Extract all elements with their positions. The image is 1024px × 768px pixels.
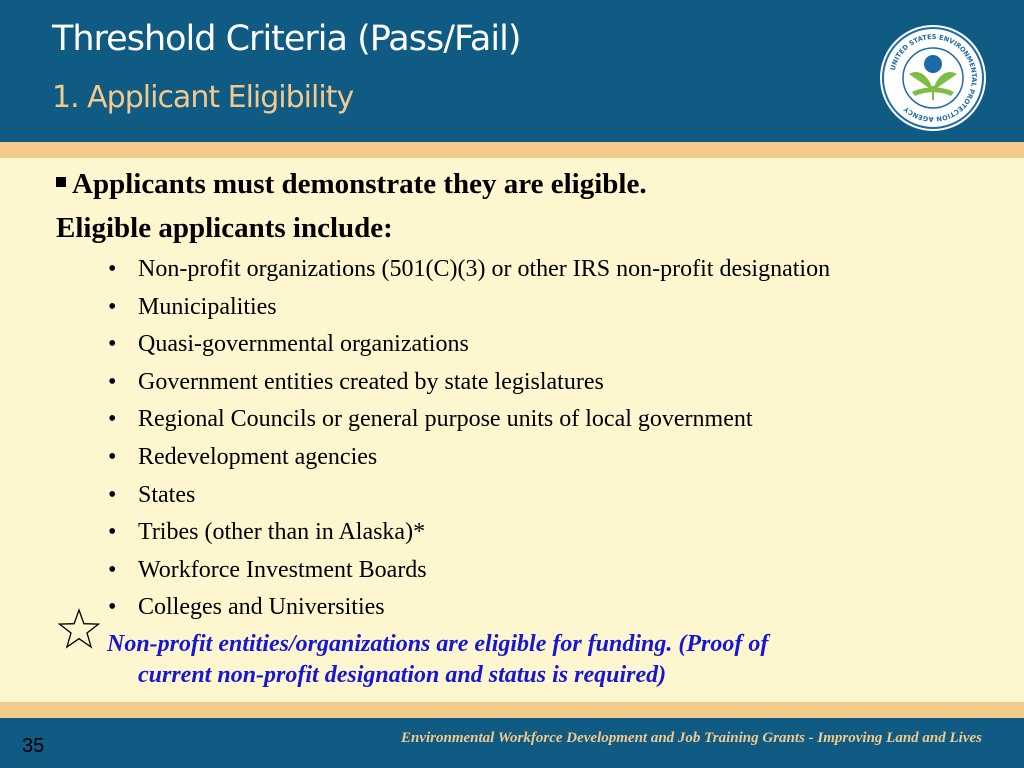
- bullet-dot-icon: •: [108, 594, 117, 621]
- bullet-dot-icon: •: [108, 556, 117, 583]
- eligible-list: [108, 252, 830, 628]
- bullet-dot-icon: •: [108, 331, 117, 358]
- list-item-text: Municipalities: [138, 293, 277, 320]
- page-number: 35: [22, 735, 45, 757]
- square-bullet-icon: [56, 177, 66, 187]
- bullet-dot-icon: •: [108, 443, 117, 470]
- list-item-text: Colleges and Universities: [138, 594, 385, 621]
- main-bullet: [56, 168, 647, 201]
- footer-stripe: [0, 702, 1024, 718]
- list-item-text: Regional Councils or general purpose units of local government: [138, 406, 753, 433]
- bullet-dot-icon: •: [108, 368, 117, 395]
- list-item-text: Redevelopment agencies: [138, 443, 378, 470]
- list-item: [108, 515, 830, 553]
- logo-text: UNITED STATES ENVIRONMENTAL PROTECTION AGENCY: [888, 32, 979, 124]
- star-outline-icon: [58, 608, 100, 650]
- eligibility-note: [107, 629, 768, 691]
- slide-subtitle: 1. Applicant Eligibility: [52, 80, 354, 115]
- list-item-text: Quasi-governmental organizations: [138, 331, 469, 358]
- list-item: [108, 290, 830, 328]
- list-item: [108, 252, 830, 290]
- bullet-dot-icon: •: [108, 293, 117, 320]
- list-item-text: Tribes (other than in Alaska)*: [138, 519, 426, 546]
- slide-title: Threshold Criteria (Pass/Fail): [52, 19, 521, 59]
- bullet-dot-icon: •: [108, 406, 117, 433]
- list-item: [108, 478, 830, 516]
- list-item-text: States: [138, 481, 196, 508]
- bullet-dot-icon: •: [108, 519, 117, 546]
- note-line-1: Non-profit entities/organizations are eligible for funding. (Proof of: [107, 631, 769, 657]
- footer-text: Environmental Workforce Development and Job Training Grants - Improving Land and Lives: [400, 730, 982, 746]
- list-item-text: Workforce Investment Boards: [138, 556, 427, 583]
- list-item-text: Non-profit organizations (501(C)(3) or other IRS non-profit designation: [138, 256, 831, 282]
- main-bullet-text: Applicants must demonstrate they are eligible.: [72, 168, 647, 200]
- list-item: [108, 553, 830, 591]
- list-item: [108, 440, 830, 478]
- list-item: [108, 590, 830, 628]
- list-item: [108, 365, 830, 403]
- epa-seal-icon: [879, 24, 987, 132]
- bullet-dot-icon: •: [108, 256, 117, 282]
- list-item: [108, 402, 830, 440]
- list-item: [108, 327, 830, 365]
- eligible-heading: Eligible applicants include:: [56, 212, 393, 244]
- bullet-dot-icon: •: [108, 481, 117, 508]
- list-item-text: Government entities created by state legislatures: [138, 368, 604, 395]
- header-stripe: [0, 142, 1024, 158]
- note-line-2: current non-profit designation and status is required): [138, 662, 667, 688]
